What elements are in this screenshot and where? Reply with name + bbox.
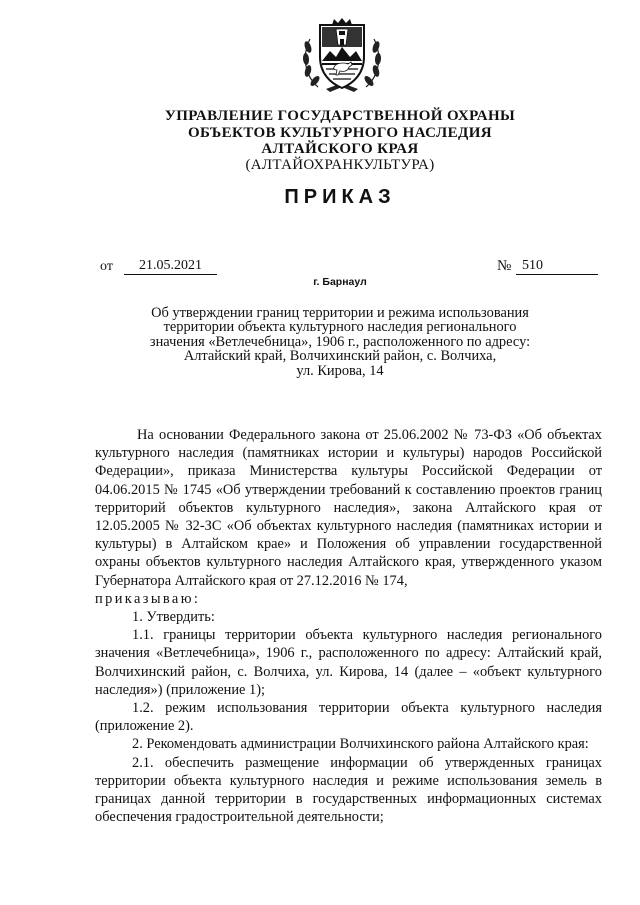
order-item-1: 1. Утвердить: <box>132 609 215 626</box>
altai-krai-coat-of-arms-icon <box>296 17 388 95</box>
document-subject <box>130 306 550 378</box>
order-word: приказываю: <box>95 590 201 607</box>
document-type-title: ПРИКАЗ <box>284 186 396 208</box>
subject-line: Об утверждении границ территории и режима использования <box>151 305 529 321</box>
subject-line: значения «Ветлечебница», 1906 г., расположенного по адресу: <box>149 333 531 350</box>
document-body <box>95 426 602 826</box>
organization-name-line: УПРАВЛЕНИЕ ГОСУДАРСТВЕННОЙ ОХРАНЫ <box>164 108 516 124</box>
organization-abbreviation: (АЛТАЙОХРАНКУЛЬТУРА) <box>245 157 435 173</box>
document-date: 21.05.2021 <box>124 257 217 275</box>
order-item-1-2: 1.2. режим использования территории объекта культурного наследия (приложение 2). <box>95 700 602 735</box>
subject-line: ул. Кирова, 14 <box>296 362 384 379</box>
preamble-paragraph: На основании Федерального закона от 25.06.2002 № 73-ФЗ «Об объектах культурного наследия (памятниках истории и культуры) народов Российской Федерации», приказа Министерства культуры Российской Федерации от 04.06.2015 № 1745 «Об утверждении требований к составлению проектов границ территорий объектов культурного наследия», закона Алтайского края от 12.05.2005 № 32-ЗС «Об объектах культурного наследия (памятниках истории и культуры) в Алтайском крае» и Положения об управлении государственной охраны объектов культурного наследия Алтайского края, утвержденного указом Губернатора Алтайского края от 27.12.2016 № 174, <box>95 427 602 589</box>
document-number: 510 <box>516 257 598 275</box>
date-prefix: от <box>100 259 113 274</box>
subject-line: территории объекта культурного наследия регионального <box>163 319 517 336</box>
order-item-1-1: 1.1. границы территории объекта культурного наследия регионального значения «Ветлечебница», 1906 г., расположенного по адресу: Алтайский край, Волчихинский район, с. Волчиха, ул. Кирова, 14 (далее – «объект культурного наследия») (приложение 1); <box>95 627 602 698</box>
order-item-2-1: 2.1. обеспечить размещение информации об утвержденных границах территории объекта культурного наследия и режиме использования земель в границах данной территории в государственных информационных системах обеспечения градостроительной деятельности; <box>95 754 602 826</box>
subject-line: Алтайский край, Волчихинский район, с. Волчиха, <box>183 348 497 365</box>
organization-name <box>140 108 540 158</box>
document-city: г. Барнаул <box>313 276 367 288</box>
number-sign: № <box>497 258 512 274</box>
order-item-2: 2. Рекомендовать администрации Волчихинского района Алтайского края: <box>132 736 589 753</box>
organization-name-line: ОБЪЕКТОВ КУЛЬТУРНОГО НАСЛЕДИЯ <box>187 124 493 141</box>
organization-name-line: АЛТАЙСКОГО КРАЯ <box>261 141 419 157</box>
